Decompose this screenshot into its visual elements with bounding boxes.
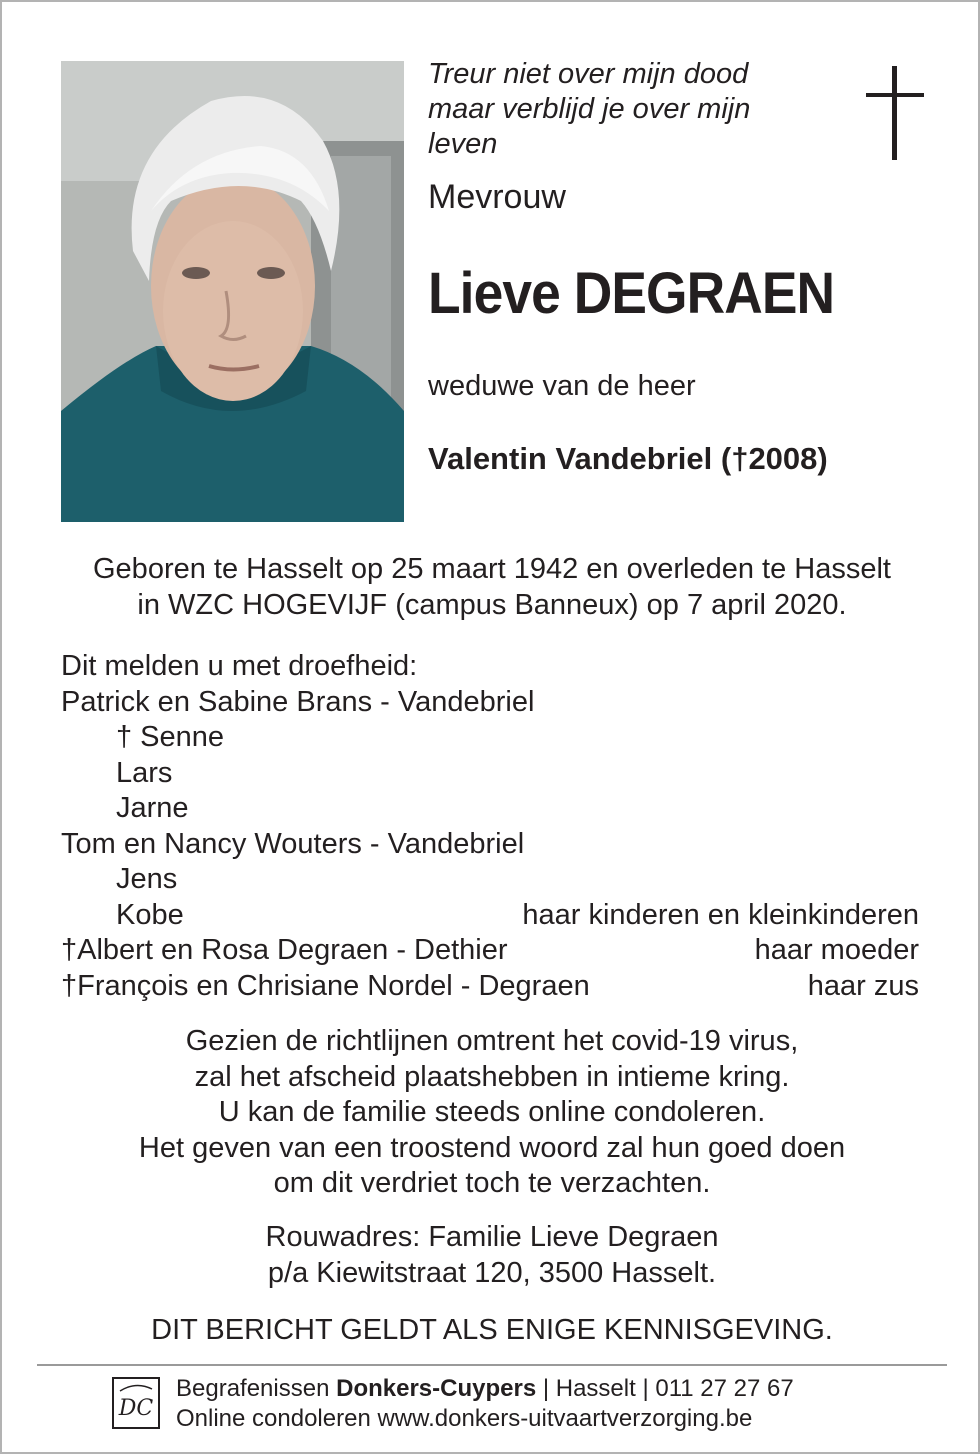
portrait-illustration <box>61 61 404 522</box>
family-member: †François en Chrisiane Nordel - Degraen <box>61 969 590 1002</box>
online-condolence-link[interactable]: Online condoleren www.donkers-uitvaartverzorging.be <box>176 1405 753 1432</box>
footer-divider <box>37 1364 947 1366</box>
funeral-home-logo <box>112 1377 160 1429</box>
family-row <box>61 791 919 827</box>
family-row <box>61 898 919 934</box>
address-line: Rouwadres: Familie Lieve Degraen <box>265 1221 719 1253</box>
quote-line: leven <box>428 128 498 160</box>
footer-city: | Hasselt | <box>536 1375 656 1402</box>
family-member: Kobe <box>116 898 184 931</box>
birth-death-line: Geboren te Hasselt op 25 maart 1942 en overleden te Hasselt <box>93 553 891 585</box>
family-list <box>61 649 919 1004</box>
covid-notice <box>42 1024 942 1202</box>
family-row <box>61 685 919 721</box>
family-row <box>61 720 919 756</box>
notice-line: Gezien de richtlijnen omtrent het covid-19 virus, <box>185 1025 799 1057</box>
birth-death-info <box>42 551 942 623</box>
honorific: Mevrouw <box>428 178 566 216</box>
footer-line-1 <box>176 1374 794 1404</box>
family-member: Tom en Nancy Wouters - Vandebriel <box>61 827 525 860</box>
quote <box>428 57 808 162</box>
notice-line: U kan de familie steeds online condoleren. <box>218 1096 766 1128</box>
family-row <box>61 933 919 969</box>
family-member: † Senne <box>116 721 225 753</box>
portrait-photo <box>61 61 404 522</box>
family-member: Jens <box>116 863 178 895</box>
widow-of-label: weduwe van de heer <box>428 370 696 402</box>
family-row <box>61 862 919 898</box>
cross-icon <box>866 66 924 160</box>
family-intro-row <box>61 649 919 685</box>
relation: haar zus <box>807 969 919 1002</box>
family-member: Lars <box>116 756 173 789</box>
notice-line: Het geven van een troostend woord zal hun goed doen <box>138 1131 846 1164</box>
relation: haar moeder <box>754 934 919 966</box>
mourning-address <box>42 1219 942 1291</box>
footer-prefix: Begrafenissen <box>176 1375 337 1402</box>
announcement: DIT BERICHT GELDT ALS ENIGE KENNISGEVING. <box>151 1314 833 1346</box>
family-row <box>61 827 919 863</box>
family-intro: Dit melden u met droefheid: <box>61 650 418 682</box>
phone-number[interactable]: 011 27 27 67 <box>655 1375 794 1402</box>
company-name: Donkers-Cuypers <box>336 1375 537 1402</box>
quote-line: Treur niet over mijn dood <box>428 58 749 90</box>
birth-death-line: in WZC HOGEVIJF (campus Banneux) op 7 april 2020. <box>137 589 847 621</box>
spouse-name: Valentin Vandebriel (†2008) <box>428 441 828 476</box>
relation: haar kinderen en kleinkinderen <box>522 898 919 931</box>
family-row <box>61 969 919 1005</box>
quote-line: maar verblijd je over mijn <box>428 93 751 125</box>
notice-line: om dit verdriet toch te verzachten. <box>273 1167 711 1199</box>
address-line: p/a Kiewitstraat 120, 3500 Hasselt. <box>267 1257 717 1289</box>
deceased-name: Lieve DEGRAEN <box>428 261 835 326</box>
logo-monogram: DC <box>118 1396 154 1421</box>
family-member: †Albert en Rosa Degraen - Dethier <box>61 934 508 966</box>
family-member: Jarne <box>116 792 189 824</box>
family-row <box>61 756 919 792</box>
footer-info <box>176 1374 794 1434</box>
notice-line: zal het afscheid plaatshebben in intieme kring. <box>194 1060 790 1093</box>
family-member: Patrick en Sabine Brans - Vandebriel <box>61 685 535 718</box>
